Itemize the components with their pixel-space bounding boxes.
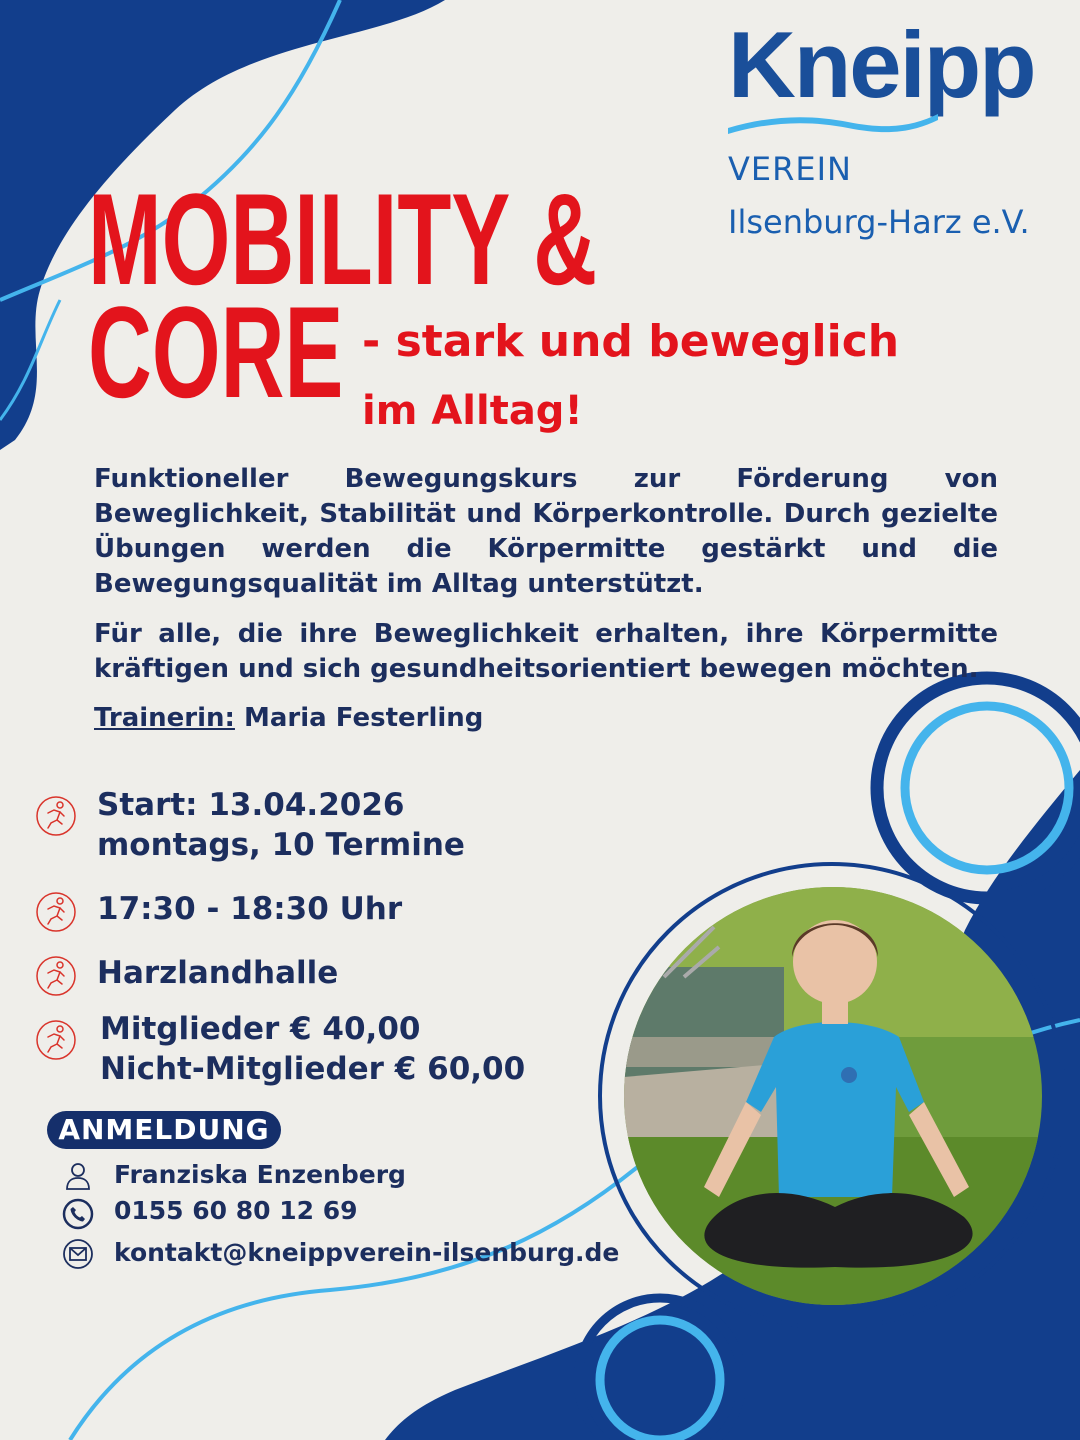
start-date: Start: 13.04.2026 [97,787,405,823]
contact-email[interactable]: kontakt@kneippverein-ilsenburg.de [114,1238,620,1267]
mail-icon [62,1238,94,1270]
description-paragraph-1: Funktioneller Bewegungskurs zur Förderung von Beweglichkeit, Stabilität und Körperkontrolle. Durch gezielte Übungen werden die Körpermitte gestärkt und die Bewegungsqualität im Alltag unterstützt. [94,464,998,599]
trainer-line [94,703,483,733]
logo-verein: VEREIN [728,150,852,188]
course-location: Harzlandhalle [97,955,339,991]
logo-wave-icon [728,108,938,138]
trainer-name: Maria Festerling [244,703,484,733]
person-icon [62,1160,94,1192]
subheadline-2: im Alltag! [362,388,583,434]
trainer-photo [624,887,1042,1305]
contact-phone[interactable]: 0155 60 80 12 69 [114,1196,358,1225]
schedule: montags, 10 Termine [97,827,465,863]
running-person-icon [35,1019,77,1061]
subheadline-1: - stark und beweglich [362,316,900,367]
course-time: 17:30 - 18:30 Uhr [97,891,403,927]
running-person-icon [35,891,77,933]
headline-line1: MOBILITY & [88,166,598,312]
registration-badge: ANMELDUNG [47,1111,281,1149]
description-paragraph-2: Für alle, die ihre Beweglichkeit erhalten, ihre Körpermitte kräftigen und sich gesundheitsorientiert bewegen möchten. [94,619,998,684]
trainer-label: Trainerin: [94,703,235,733]
phone-icon [62,1198,94,1230]
running-person-icon [35,795,77,837]
price-nonmembers: Nicht-Mitglieder € 60,00 [100,1051,526,1087]
headline-line2: CORE [88,279,344,425]
contact-name: Franziska Enzenberg [114,1160,406,1189]
running-person-icon [35,955,77,997]
logo-wordmark: Kneipp [728,12,1035,117]
price-members: Mitglieder € 40,00 [100,1011,421,1047]
logo-location: Ilsenburg-Harz e.V. [728,203,1030,241]
